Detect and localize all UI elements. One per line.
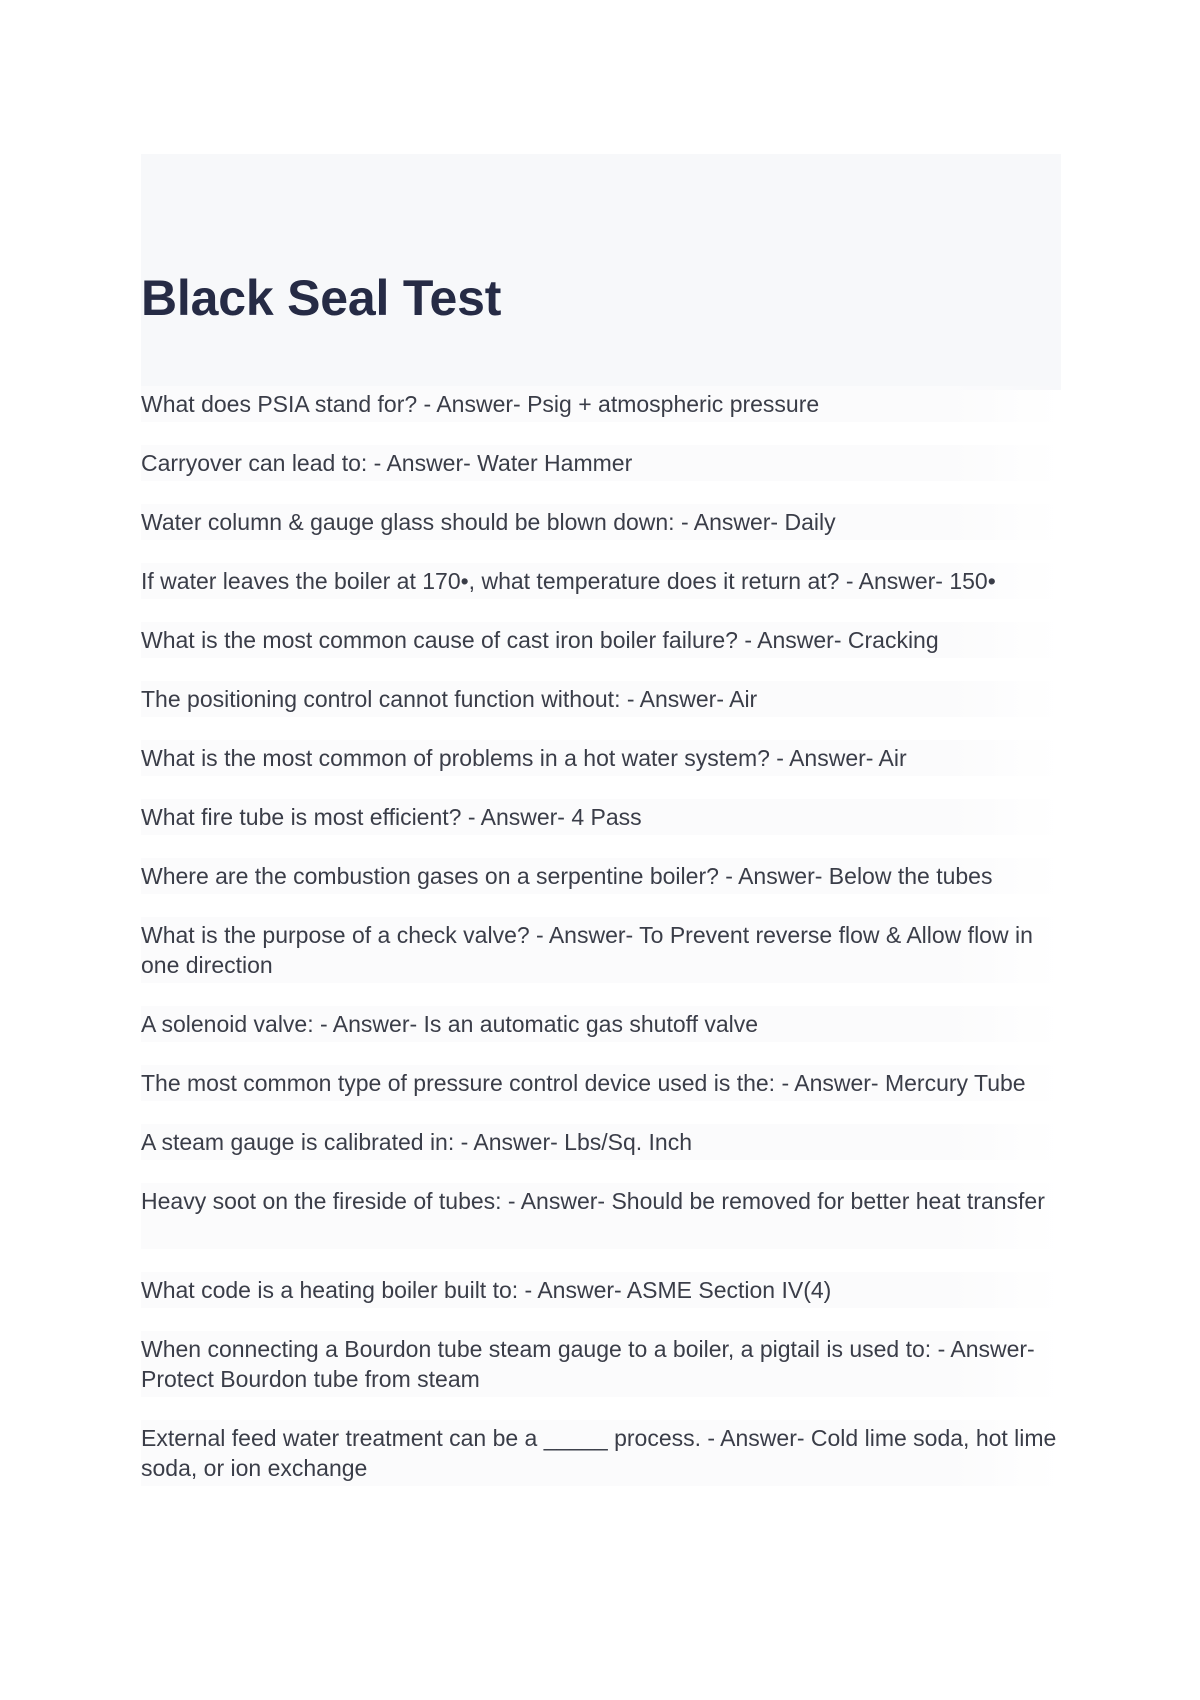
qa-item: What is the most common cause of cast iron boiler failure? - Answer- Cracking xyxy=(141,622,1061,658)
qa-item: What does PSIA stand for? - Answer- Psig + atmospheric pressure xyxy=(141,386,1061,422)
qa-item: What is the purpose of a check valve? - Answer- To Prevent reverse flow & Allow flow in one direction xyxy=(141,917,1061,983)
qa-item: External feed water treatment can be a _____ process. - Answer- Cold lime soda, hot lime soda, or ion exchange xyxy=(141,1420,1061,1486)
document-title: Black Seal Test xyxy=(141,270,502,326)
qa-item: A steam gauge is calibrated in: - Answer- Lbs/Sq. Inch xyxy=(141,1124,1061,1160)
qa-item: Heavy soot on the fireside of tubes: - Answer- Should be removed for better heat transfer xyxy=(141,1183,1061,1249)
qa-item: Where are the combustion gases on a serpentine boiler? - Answer- Below the tubes xyxy=(141,858,1061,894)
qa-item: What fire tube is most efficient? - Answer- 4 Pass xyxy=(141,799,1061,835)
question-answer-list xyxy=(141,386,1061,1486)
qa-item: Water column & gauge glass should be blown down: - Answer- Daily xyxy=(141,504,1061,540)
qa-item: What is the most common of problems in a hot water system? - Answer- Air xyxy=(141,740,1061,776)
qa-item: The most common type of pressure control device used is the: - Answer- Mercury Tube xyxy=(141,1065,1061,1101)
qa-item: What code is a heating boiler built to: - Answer- ASME Section IV(4) xyxy=(141,1272,1061,1308)
qa-item: If water leaves the boiler at 170•, what temperature does it return at? - Answer- 150• xyxy=(141,563,1061,599)
qa-item: When connecting a Bourdon tube steam gauge to a boiler, a pigtail is used to: - Answer- Protect Bourdon tube from steam xyxy=(141,1331,1061,1397)
qa-item: Carryover can lead to: - Answer- Water Hammer xyxy=(141,445,1061,481)
qa-item: A solenoid valve: - Answer- Is an automatic gas shutoff valve xyxy=(141,1006,1061,1042)
qa-item: The positioning control cannot function without: - Answer- Air xyxy=(141,681,1061,717)
